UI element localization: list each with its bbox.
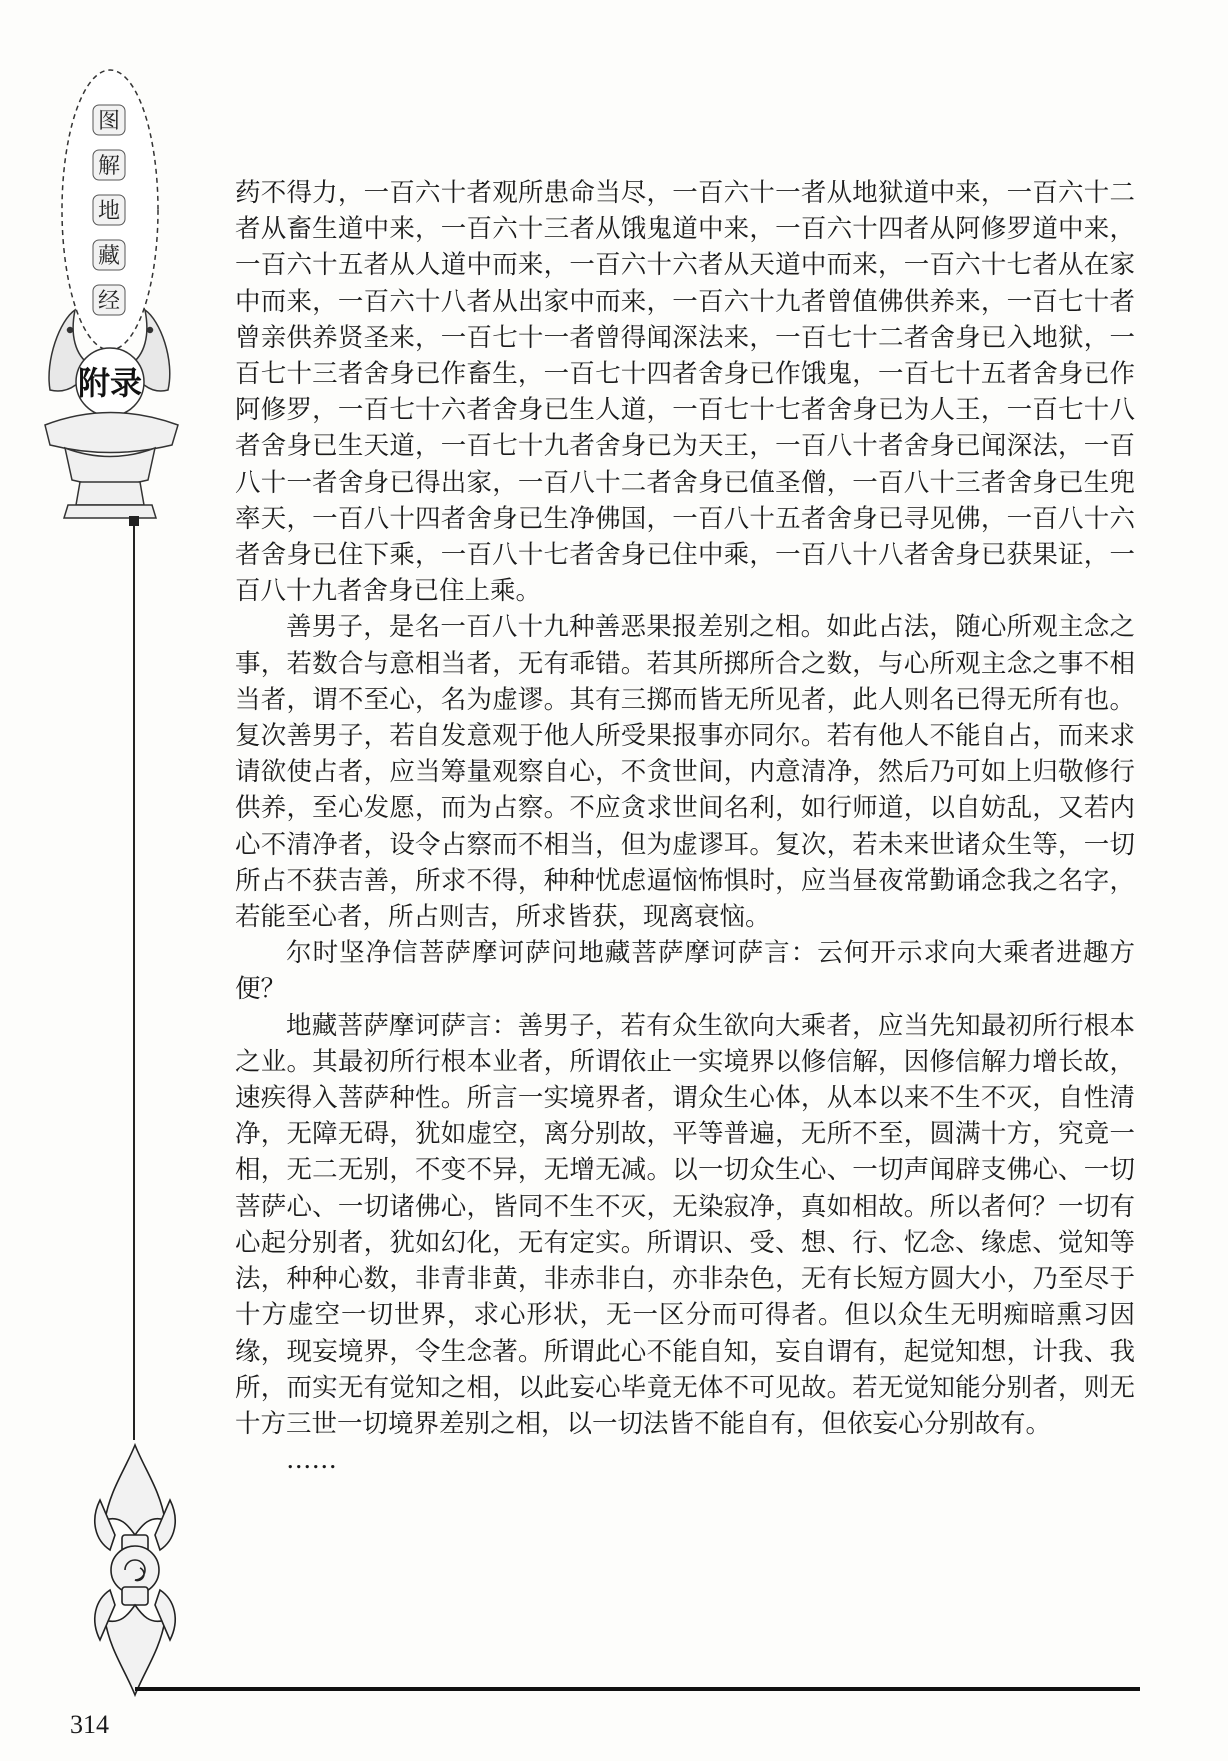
vertical-rule <box>133 520 135 1440</box>
title-char-3: 地 <box>97 199 121 224</box>
paragraph-3: 尔时坚净信菩萨摩诃萨问地藏菩萨摩诃萨言：云何开示求向大乘者进趣方便？ <box>235 938 1135 1005</box>
paragraph-1: 药不得力，一百六十者观所患命当尽，一百六十一者从地狱道中来，一百六十二者从畜生道中来，一百六十三者从饿鬼道中来，一百六十四者从阿修罗道中来，一百六十五者从人道中而来，一百六十六者从天道中而来，一百六十七者从在家中而来，一百六十八者从出家中而来，一百六十九者曾值佛供养来，一百七十者曾亲供养贤圣来，一百七十一者曾得闻深法来，一百七十二者舍身已入地狱，一百七十三者舍身已作畜生，一百七十四者舍身已作饿鬼，一百七十五者舍身已作阿修罗，一百七十六者舍身已生人道，一百七十七者舍身已为人王，一百七十八者舍身已生天道，一百七十九者舍身已为天王，一百八十者舍身已闻深法，一百八十一者舍身已得出家，一百八十二者舍身已值圣僧，一百八十三者舍身已生兜率天，一百八十四者舍身已生净佛国，一百八十五者舍身已寻见佛，一百八十六者舍身已住下乘，一百八十七者舍身已住中乘，一百八十八者舍身已获果证，一百八十九者舍身已住上乘。 <box>235 178 1135 607</box>
lotus-base-icon <box>45 413 178 519</box>
paragraph-2: 善男子，是名一百八十九种善恶果报差别之相。如此占法，随心所观主念之事，若数合与意相当者，无有乖错。若其所掷所合之数，与心所观主念之事不相当者，谓不至心，名为虚谬。其有三掷而皆无所见者，此人则名已得无所有也。复次善男子，若自发意观于他人所受果报事亦同尔。若有他人不能自占，而来求请欲使占者，应当筹量观察自心，不贪世间，内意清净，然后乃可如上归敬修行供养，至心发愿，而为占察。不应贪求世间名利，如行师道，以自妨乱，又若内心不清净者，设令占察而不相当，但为虚谬耳。复次，若未来世诸众生等，一切所占不获吉善，所求不得，种种忧虑逼恼怖惧时，应当昼夜常勤诵念我之名字，若能至心者，所占则吉，所求皆获，现离衰恼。 <box>235 612 1135 933</box>
section-label: 附录 <box>77 364 143 402</box>
vajra-icon <box>80 1440 190 1700</box>
title-char-5: 经 <box>97 289 121 314</box>
title-char-4: 藏 <box>97 244 121 269</box>
body-text <box>235 175 1135 1478</box>
footer-rule <box>135 1687 1140 1691</box>
ellipsis-paragraph: …… <box>286 1445 337 1476</box>
page-number: 314 <box>70 1710 109 1739</box>
paragraph-4: 地藏菩萨摩诃萨言：善男子，若有众生欲向大乘者，应当先知最初所行根本之业。其最初所行根本业者，所谓依止一实境界以修信解，因修信解力增长故，速疾得入菩萨种性。所言一实境界者，谓众生心体，从本以来不生不灭，自性清净，无障无碍，犹如虚空，离分别故，平等普遍，无所不至，圆满十方，究竟一相，无二无别，不变不异，无增无减。以一切众生心、一切声闻辟支佛心、一切菩萨心、一切诸佛心，皆同不生不灭，无染寂净，真如相故。所以者何？一切有心起分别者，犹如幻化，无有定实。所谓识、受、想、行、忆念、缘虑、觉知等法，种种心数，非青非黄，非赤非白，亦非杂色，无有长短方圆大小，乃至尽于十方虚空一切世界，求心形状，无一区分而可得者。但以众生无明痴暗熏习因缘，现妄境界，令生念著。所谓此心不能自知，妄自谓有，起觉知想，计我、我所，而实无有觉知之相，以此妄心毕竟无体不可见故。若无觉知能分别者，则无十方三世一切境界差别之相，以一切法皆不能自有，但依妄心分别故有。 <box>235 1010 1135 1439</box>
title-char-1: 图 <box>97 109 121 134</box>
sidebar-emblem <box>40 60 200 530</box>
title-char-2: 解 <box>97 154 121 179</box>
